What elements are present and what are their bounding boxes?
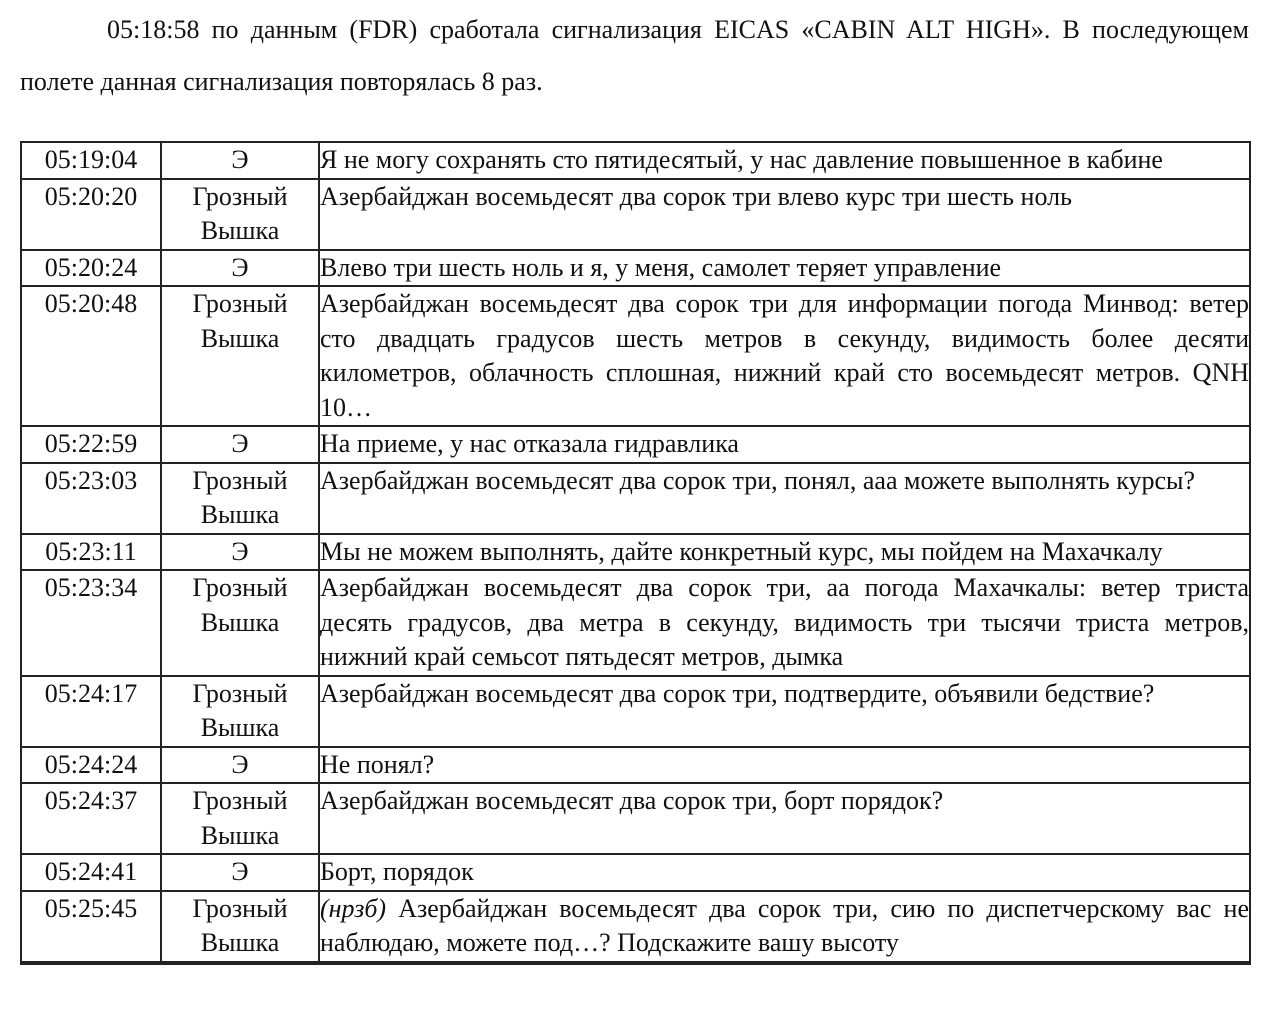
table-row xyxy=(21,534,1250,571)
speaker-cell: Грозный Вышка xyxy=(161,570,319,676)
message-text: Азербайджан восемьдесят два сорок три, понял, ааа можете выполнять курсы? xyxy=(320,465,1196,495)
message-cell xyxy=(319,676,1250,747)
time-cell: 05:22:59 xyxy=(21,426,161,463)
message-text: Влево три шесть ноль и я, у меня, самолет теряет управление xyxy=(320,252,1002,282)
table-row xyxy=(21,426,1250,463)
message-text: Азербайджан восемьдесят два сорок три, подтвердите, объявили бедствие? xyxy=(320,678,1155,708)
speaker-cell: Грозный Вышка xyxy=(161,179,319,250)
table-row xyxy=(21,142,1250,179)
message-text: Азербайджан восемьдесят два сорок три, сию по диспетчерскому вас не наблюдаю, можете под…? Подскажите вашу высоту xyxy=(320,893,1249,957)
time-cell: 05:23:34 xyxy=(21,570,161,676)
table-row xyxy=(21,747,1250,784)
speaker-cell: Э xyxy=(161,747,319,784)
speaker-cell: Э xyxy=(161,426,319,463)
table-row xyxy=(21,250,1250,287)
time-cell: 05:25:45 xyxy=(21,891,161,962)
message-text: Азербайджан восемьдесят два сорок три влево курс три шесть ноль xyxy=(320,181,1072,211)
speaker-cell: Грозный Вышка xyxy=(161,286,319,426)
table-row xyxy=(21,783,1250,854)
message-text: Мы не можем выполнять, дайте конкретный курс, мы пойдем на Махачкалу xyxy=(320,536,1163,566)
intro-paragraph: 05:18:58 по данным (FDR) сработала сигнализация EICAS «CABIN ALT HIGH». В последующем полете данная сигнализация повторялась 8 раз. xyxy=(20,15,1249,96)
message-cell xyxy=(319,463,1250,534)
time-cell: 05:20:24 xyxy=(21,250,161,287)
table-row xyxy=(21,463,1250,534)
message-text: Борт, порядок xyxy=(320,857,474,886)
time-cell: 05:23:11 xyxy=(21,534,161,571)
time-cell: 05:20:20 xyxy=(21,179,161,250)
table-row xyxy=(21,891,1250,962)
unintelligible-note: (нрзб) xyxy=(320,893,387,923)
message-text: Не понял? xyxy=(320,749,435,779)
communication-transcript-table xyxy=(20,141,1251,965)
time-cell: 05:24:17 xyxy=(21,676,161,747)
message-text: Азербайджан восемьдесят два сорок три для информации погода Минвод: ветер сто двадцать градусов шесть метров в секунду, видимость более десяти километров, облачность сплошная, нижний край сто восемьдесят метров. QNH 10… xyxy=(320,289,1249,422)
speaker-cell: Грозный Вышка xyxy=(161,783,319,854)
message-cell xyxy=(319,179,1250,250)
message-cell xyxy=(319,783,1250,854)
speaker-cell: Э xyxy=(161,142,319,179)
message-cell xyxy=(319,250,1250,287)
table-row xyxy=(21,962,1250,964)
message-text: На приеме, у нас отказала гидравлика xyxy=(320,429,739,458)
message-cell xyxy=(319,142,1250,179)
time-cell: 05:24:24 xyxy=(21,747,161,784)
speaker-cell: Э xyxy=(161,250,319,287)
time-cell: 05:19:04 xyxy=(21,142,161,179)
message-text: Азербайджан восемьдесят два сорок три, аа погода Махачкалы: ветер триста десять градусов, два метра в секунду, видимость три тысячи триста метров, нижний край семьсот пятьдесят метров, дымка xyxy=(320,573,1249,671)
speaker-cell: Грозный Вышка xyxy=(161,676,319,747)
speaker-cell: Грозный Вышка xyxy=(161,891,319,962)
message-cell xyxy=(319,747,1250,784)
table-row xyxy=(21,179,1250,250)
speaker-cell: Э xyxy=(161,854,319,891)
speaker-cell: Э xyxy=(161,534,319,571)
time-cell: 05:23:03 xyxy=(21,463,161,534)
time-cell: 05:24:37 xyxy=(21,783,161,854)
table-row xyxy=(21,676,1250,747)
message-cell xyxy=(319,286,1250,426)
message-cell xyxy=(319,570,1250,676)
table-row xyxy=(21,286,1250,426)
table-row xyxy=(21,854,1250,891)
time-cell xyxy=(21,962,161,964)
message-cell xyxy=(319,891,1250,962)
speaker-cell: Грозный Вышка xyxy=(161,463,319,534)
message-cell xyxy=(319,534,1250,571)
message-text: Азербайджан восемьдесят два сорок три, борт порядок? xyxy=(320,786,944,815)
message-text: Я не могу сохранять сто пятидесятый, у нас давление повышенное в кабине xyxy=(320,145,1163,174)
time-cell: 05:24:41 xyxy=(21,854,161,891)
speaker-cell xyxy=(161,962,319,964)
table-row xyxy=(21,570,1250,676)
message-cell xyxy=(319,426,1250,463)
message-cell xyxy=(319,854,1250,891)
message-cell xyxy=(319,962,1250,964)
time-cell: 05:20:48 xyxy=(21,286,161,426)
